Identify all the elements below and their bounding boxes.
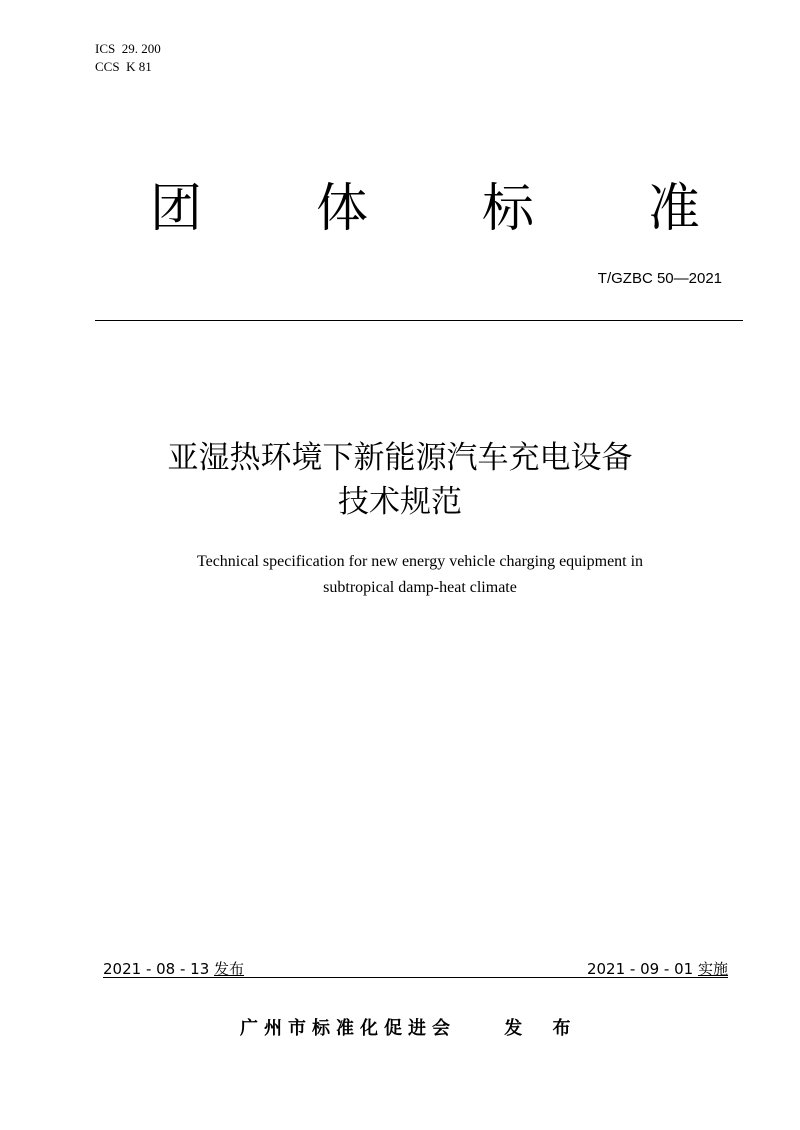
publish-date: 2021 - 08 - 13 [103,960,210,978]
classification-codes [95,40,161,76]
title-chinese-line-1: 亚湿热环境下新能源汽车充电设备 [167,440,633,476]
title-english-line-2: subtropical damp-heat climate [323,579,517,596]
standard-kind-char-4: 准 [647,178,700,239]
title-chinese [0,436,800,524]
implement-date-block [587,958,728,979]
title-english-line-1: Technical specification for new energy vehicle charging equipment in [196,553,644,570]
standard-code: T/GZBC 50—2021 [597,270,722,287]
title-english [0,549,800,601]
standard-kind [150,168,700,238]
publisher-verb: 发 布 [504,1018,583,1039]
date-divider [103,977,728,978]
publisher-name: 广州市标准化促进会 [240,1018,456,1039]
implement-date: 2021 - 09 - 01 [586,960,694,978]
publish-date-block [103,958,244,979]
standard-kind-char-2: 体 [315,178,368,239]
header-divider [95,320,743,321]
publish-label: 发布 [214,960,245,978]
title-chinese-line-2: 技术规范 [338,484,462,520]
standard-kind-char-1: 团 [150,178,203,239]
implement-label: 实施 [697,960,728,978]
standard-kind-char-3: 标 [481,178,534,239]
ics-code: ICS 29. 200 [95,41,161,56]
ccs-code: CCS K 81 [95,59,152,74]
publisher-line [240,1014,583,1040]
